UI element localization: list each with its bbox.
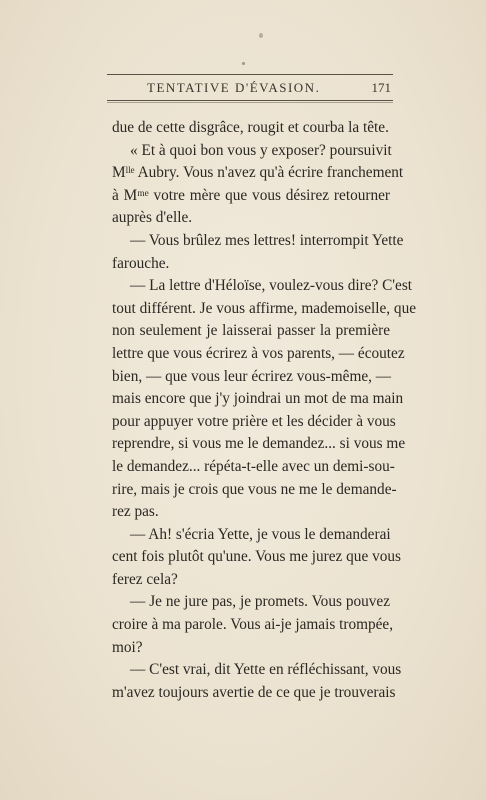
running-title: TENTATIVE D'ÉVASION. [147,80,321,95]
text-line: Mˡˡᵉ Aubry. Vous n'avez qu'à écrire franchement [112,164,404,182]
text-line: à Mᵐᵉ votre mère que vous désirez retourner [112,186,390,204]
text-line: farouche. [112,254,170,272]
text-line: m'avez toujours avertie de ce que je trouverais [112,683,396,701]
header-bottom-rule-thin [107,102,393,103]
text-line: — Ah! s'écria Yette, je vous le demanderai [130,525,391,543]
text-line: ferez cela? [112,570,178,588]
text-line: due de cette disgrâce, rougit et courba la tête. [112,119,389,136]
text-line: croire à ma parole. Vous ai-je jamais trompée, [112,616,394,634]
paper-speck [242,62,245,65]
text-line: — Vous brûlez mes lettres! interrompit Yette [130,231,404,249]
page-number: 171 [371,80,391,95]
text-line: rire, mais je crois que vous ne me le demande- [112,480,397,498]
text-line: reprendre, si vous me le demandez... si vous me [112,435,406,453]
text-line: — Je ne jure pas, je promets. Vous pouvez [130,593,390,611]
text-line: tout différent. Je vous affirme, mademoiselle, que [112,299,417,317]
header-bottom-rule [107,100,393,101]
text-line: moi? [112,638,143,656]
text-line: lettre que vous écrirez à vos parents, — écoutez [112,344,405,362]
text-line: mais encore que j'y joindrai un mot de ma main [112,390,404,408]
text-line: — La lettre d'Héloïse, voulez-vous dire? C'est [130,277,413,295]
text-line: — C'est vrai, dit Yette en réfléchissant, vous [130,661,402,679]
text-line: rez pas. [112,503,159,521]
body-text [112,117,417,704]
text-line: bien, — que vous leur écrirez vous-même, — [112,367,392,385]
running-header [107,80,393,100]
text-line: non seulement je laisserai passer la première [112,322,390,340]
text-line: auprès d'elle. [112,209,193,227]
text-line: « Et à quoi bon vous y exposer? poursuivit [130,141,392,159]
text-line: le demandez... répéta-t-elle avec un demi-sou- [112,457,395,475]
header-top-rule [107,74,393,75]
paper-speck [259,33,263,38]
text-line: pour appuyer votre prière et les décider à vous [112,412,396,430]
text-line: cent fois plutôt qu'une. Vous me jurez que vous [112,548,401,566]
